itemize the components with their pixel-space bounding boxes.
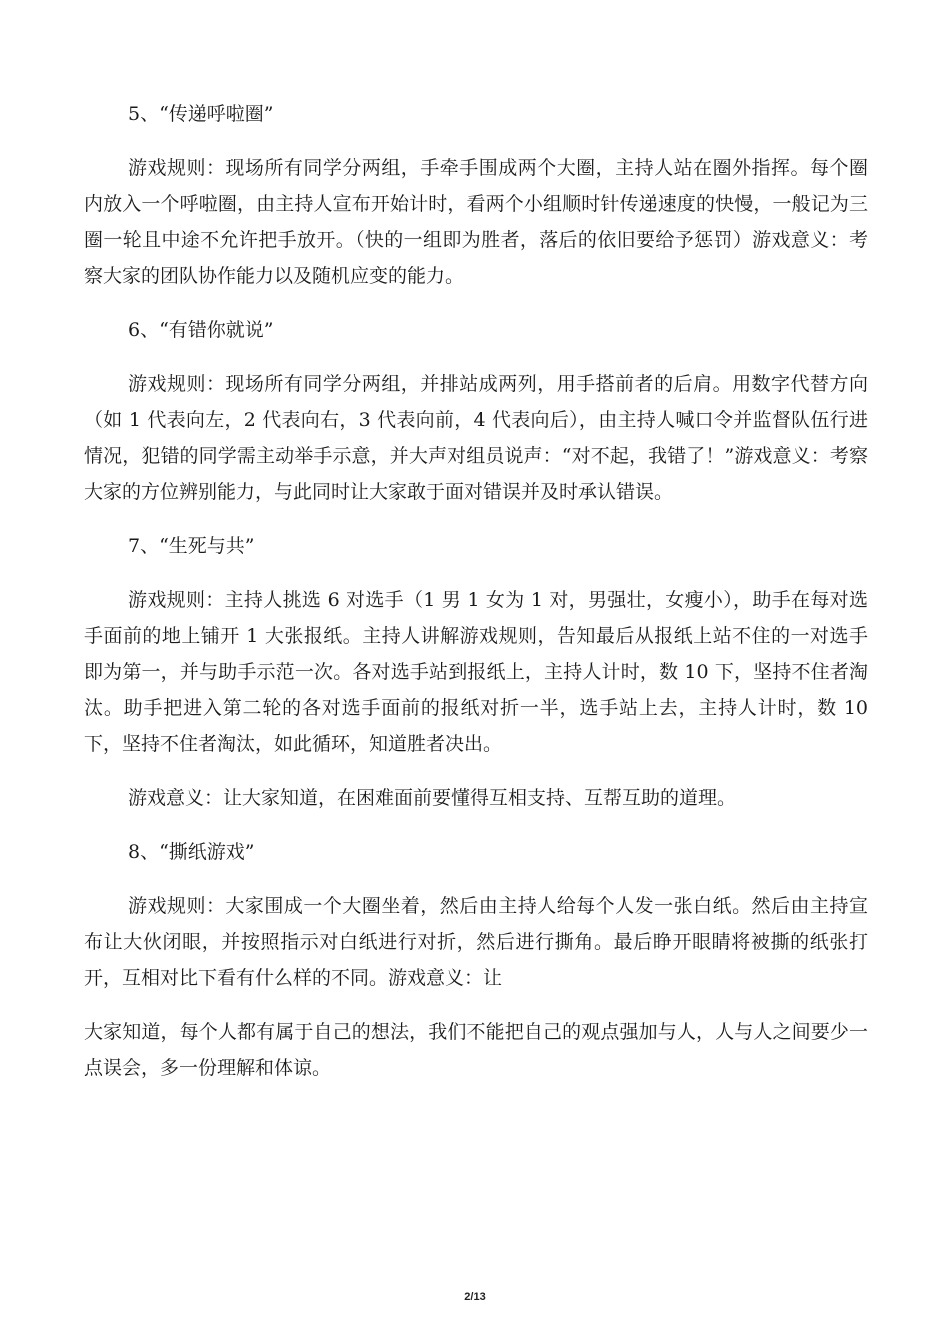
section-heading: 7、“生死与共” — [128, 535, 255, 557]
document-body — [84, 96, 868, 1104]
section-heading: 8、“撕纸游戏” — [128, 841, 255, 863]
section-7 — [84, 528, 868, 816]
page-number: 2/13 — [464, 1291, 486, 1303]
paragraph: 游戏意义：让大家知道，在困难面前要懂得互相支持、互帮互助的道理。 — [128, 787, 737, 809]
paragraph: 游戏规则：大家围成一个大圈坐着，然后由主持人给每个人发一张白纸。然后由主持宣布让大伙闭眼，并按照指示对白纸进行对折，然后进行撕角。最后睁开眼睛将被撕的纸张打开，互相对比下看有什么样的不同。游戏意义：让 — [84, 895, 868, 989]
section-8 — [84, 834, 868, 996]
section-6 — [84, 312, 868, 510]
section-heading: 5、“传递呼啦圈” — [128, 103, 274, 125]
section-heading: 6、“有错你就说” — [128, 319, 274, 341]
continuation-paragraph: 大家知道，每个人都有属于自己的想法，我们不能把自己的观点强加与人，人与人之间要少一点误会，多一份理解和体谅。 — [84, 1021, 868, 1079]
paragraph: 游戏规则：现场所有同学分两组，并排站成两列，用手搭前者的后肩。用数字代替方向（如 1 代表向左，2 代表向右，3 代表向前，4 代表向后），由主持人喊口令并监督队伍行进情况，犯错的同学需主动举手示意，并大声对组员说声：“对不起，我错了！”游戏意义：考察大家的方位辨别能力，与此同时让大家敢于面对错误并及时承认错误。 — [84, 373, 868, 503]
paragraph: 游戏规则：现场所有同学分两组，手牵手围成两个大圈，主持人站在圈外指挥。每个圈内放入一个呼啦圈，由主持人宣布开始计时，看两个小组顺时针传递速度的快慢，一般记为三圈一轮且中途不允许把手放开。（快的一组即为胜者，落后的依旧要给予惩罚）游戏意义：考察大家的团队协作能力以及随机应变的能力。 — [84, 157, 868, 287]
paragraph: 游戏规则：主持人挑选 6 对选手（1 男 1 女为 1 对，男强壮，女瘦小），助手在每对选手面前的地上铺开 1 大张报纸。主持人讲解游戏规则，告知最后从报纸上站不住的一对选手即为第一，并与助手示范一次。各对选手站到报纸上，主持人计时，数 10 下，坚持不住者淘汰。助手把进入第二轮的各对选手面前的报纸对折一半，选手站上去，主持人计时，数 10 下，坚持不住者淘汰，如此循环，知道胜者决出。 — [84, 589, 868, 755]
section-5 — [84, 96, 868, 294]
